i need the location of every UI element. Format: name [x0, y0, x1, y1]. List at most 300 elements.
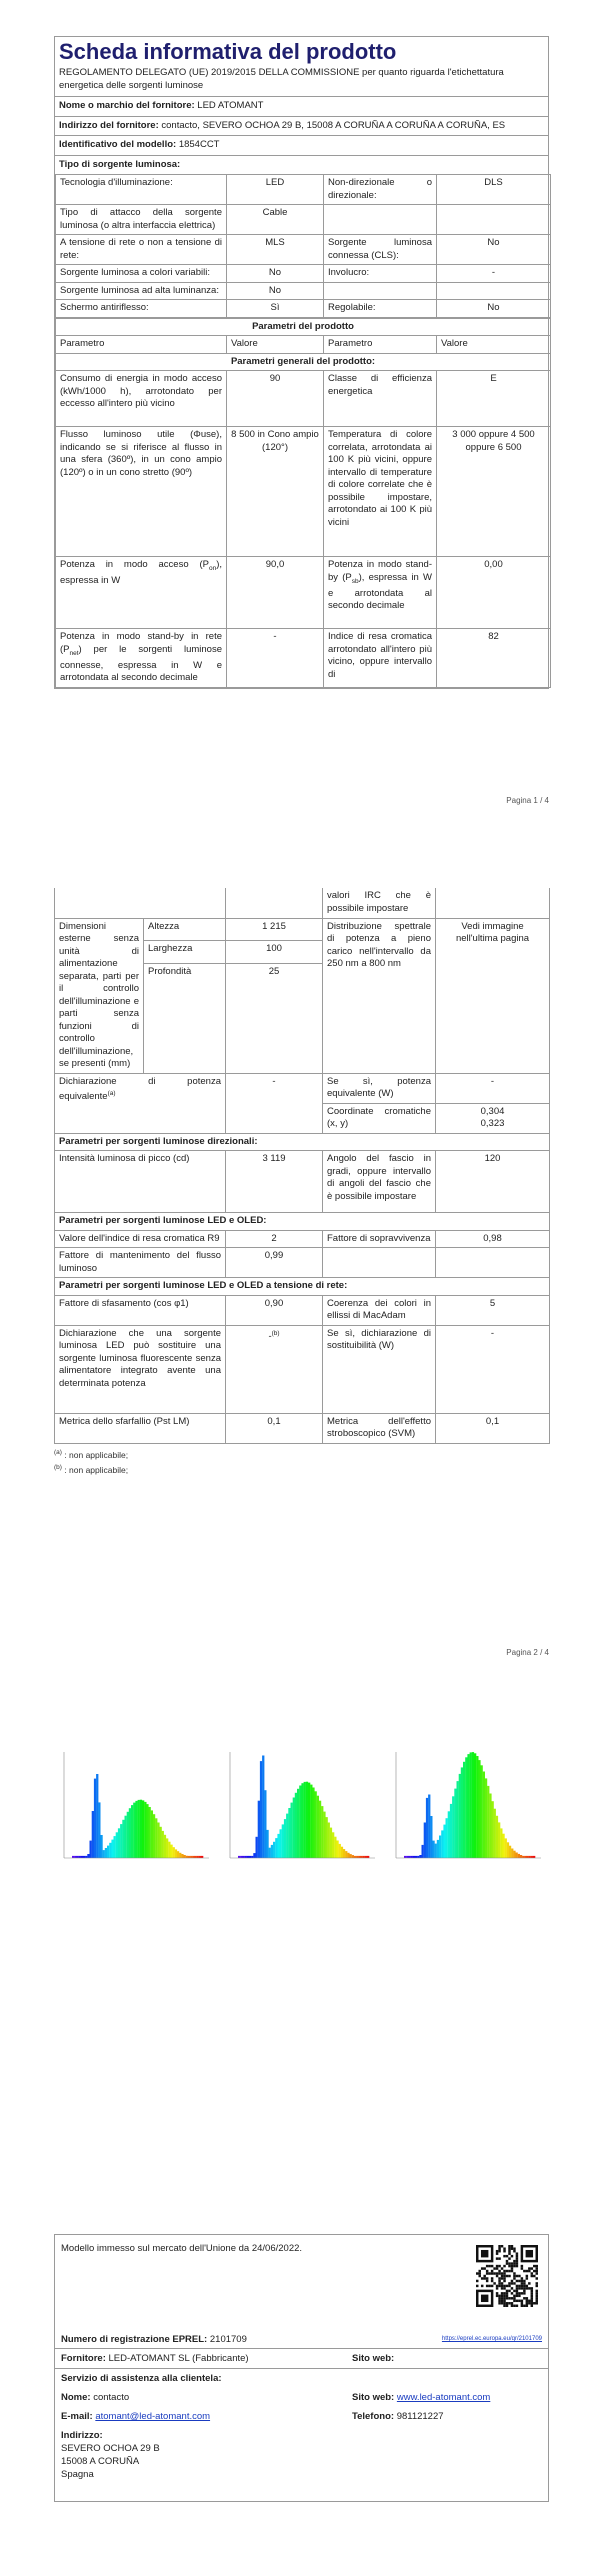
- qr-module: [501, 2272, 503, 2274]
- qr-module: [531, 2292, 533, 2294]
- qr-module: [511, 2262, 513, 2264]
- spectrum-bar: [498, 1822, 500, 1858]
- qr-module: [513, 2277, 515, 2279]
- spectrum-bar: [529, 1856, 531, 1858]
- replace-w-value: -: [436, 1325, 550, 1413]
- qr-module: [501, 2245, 503, 2247]
- spectrum-bar: [330, 1828, 332, 1858]
- spectrum-bar: [162, 1831, 164, 1858]
- general-label-2: Temperatura di colore correlata, arrotondata ai 100 K più vicini, oppure intervallo di temperature di colore correlate che è possibile impostare, arrotondato ai 100 K più vicini: [324, 427, 437, 557]
- spectrum-bar: [428, 1795, 430, 1859]
- qr-module: [498, 2302, 500, 2304]
- qr-module: [498, 2272, 500, 2274]
- qr-finder: [526, 2250, 533, 2257]
- spectrum-bar: [111, 1840, 113, 1858]
- spectrum-bar: [411, 1856, 413, 1858]
- type-value-2: DLS: [437, 175, 551, 205]
- spectrum-bar: [131, 1805, 133, 1858]
- qr-module: [478, 2272, 480, 2274]
- website-link[interactable]: www.led-atomant.com: [396, 2392, 491, 2403]
- spectrum-bar: [516, 1853, 518, 1859]
- qr-module: [501, 2295, 503, 2297]
- qr-module: [498, 2285, 500, 2287]
- type-label-2: Non-direzionale o direzionale:: [324, 175, 437, 205]
- beam-angle-value: 120: [436, 1151, 550, 1213]
- spectrum-bar: [358, 1856, 360, 1858]
- qr-module: [498, 2297, 500, 2299]
- beam-angle-label: Angolo del fascio in gradi, oppure intervallo di angoli del fascio che è possibile impostare: [323, 1151, 436, 1213]
- qr-module: [531, 2290, 533, 2292]
- general-value: 8 500 in Cono ampio (120°): [227, 427, 324, 557]
- type-row: [56, 265, 551, 283]
- qr-module: [523, 2270, 525, 2272]
- qr-module: [536, 2300, 538, 2302]
- general-value: 90,0: [227, 557, 324, 629]
- contact-address: Indirizzo: SEVERO OCHOA 29 B 15008 A CORUÑA Spagna: [61, 2430, 160, 2480]
- general-row: [56, 427, 551, 557]
- dim-value-height: 1 215: [226, 918, 323, 941]
- qr-module: [513, 2282, 515, 2284]
- spectrum-bar: [181, 1854, 183, 1858]
- qr-module: [501, 2302, 503, 2304]
- qr-module: [513, 2247, 515, 2249]
- qr-module: [516, 2290, 518, 2292]
- qr-module: [498, 2277, 500, 2279]
- spectrum-bar: [419, 1855, 421, 1858]
- spectrum-bar: [310, 1785, 312, 1858]
- dim-name-height: Altezza: [144, 918, 226, 941]
- spectrum-bar: [291, 1803, 293, 1858]
- spectrum-bar: [157, 1823, 159, 1859]
- general-value: 90: [227, 371, 324, 427]
- market-text: Modello immesso sul mercato dell'Unione da 24/06/2022.: [61, 2243, 303, 2254]
- qr-module: [536, 2270, 538, 2272]
- qr-module: [518, 2300, 520, 2302]
- spectrum-bar: [242, 1856, 244, 1858]
- spectrum-bar: [365, 1856, 367, 1858]
- qr-module: [511, 2265, 513, 2267]
- qr-module: [516, 2275, 518, 2277]
- col-param-2: Parametro: [324, 336, 437, 354]
- spectrum-bar: [339, 1844, 341, 1858]
- spectrum-bar: [472, 1752, 474, 1858]
- page-number-2: Pagina 2 / 4: [506, 1648, 549, 1657]
- spectrum-bar: [347, 1853, 349, 1858]
- type-value-2: [437, 205, 551, 235]
- qr-module: [476, 2285, 478, 2287]
- spectrum-bar: [135, 1801, 137, 1858]
- qr-module: [496, 2292, 498, 2294]
- type-value: MLS: [227, 235, 324, 265]
- type-value-2: No: [437, 235, 551, 265]
- qr-module: [506, 2295, 508, 2297]
- qr-module: [511, 2282, 513, 2284]
- qr-module: [521, 2277, 523, 2279]
- spectrum-bar: [457, 1781, 459, 1858]
- type-row: [56, 175, 551, 205]
- chroma-label: Coordinate cromatiche (x, y): [323, 1103, 436, 1133]
- spectrum-bar: [173, 1847, 175, 1858]
- general-label: Potenza in modo stand-by in rete $(P_{net})$ per le sorgenti luminose connesse, espressa in W e arrotondata al secondo decimale: [56, 629, 227, 688]
- qr-module: [491, 2280, 493, 2282]
- qr-module: [521, 2302, 523, 2304]
- spectrum-6500k: [386, 1740, 548, 1880]
- qr-module: [481, 2267, 483, 2269]
- spectrum-bar: [83, 1856, 85, 1858]
- model-id-row: Identificativo del modello: 1854CCT: [55, 135, 548, 155]
- qr-module: [516, 2265, 518, 2267]
- qr-module: [513, 2260, 515, 2262]
- qr-module: [516, 2295, 518, 2297]
- qr-module: [503, 2265, 505, 2267]
- qr-module: [518, 2280, 520, 2282]
- spectrum-bar: [454, 1789, 456, 1858]
- qr-module: [516, 2300, 518, 2302]
- qr-module: [498, 2247, 500, 2249]
- qr-module: [506, 2255, 508, 2257]
- spectrum-bar: [122, 1820, 124, 1858]
- type-value-2: -: [437, 265, 551, 283]
- spectrum-bar: [341, 1847, 343, 1858]
- spectrum-bar: [367, 1856, 369, 1858]
- qr-module: [523, 2282, 525, 2284]
- spectrum-bar: [140, 1800, 142, 1858]
- qr-module: [533, 2275, 535, 2277]
- spectrum-bar: [422, 1845, 424, 1858]
- qr-module: [493, 2272, 495, 2274]
- spectrum-bar: [201, 1856, 203, 1858]
- qr-module: [536, 2277, 538, 2279]
- type-row: [56, 235, 551, 265]
- qr-module: [513, 2265, 515, 2267]
- spectrum-bar: [133, 1803, 135, 1858]
- qr-module: [511, 2287, 513, 2289]
- qr-module: [526, 2297, 528, 2299]
- qr-module: [518, 2285, 520, 2287]
- qr-module: [526, 2285, 528, 2287]
- qr-module: [503, 2300, 505, 2302]
- spectrum-bar: [168, 1842, 170, 1858]
- type-label-2: [324, 205, 437, 235]
- spectrum-bar: [297, 1789, 299, 1858]
- spectrum-bar: [304, 1782, 306, 1858]
- peak-intensity-label: Intensità luminosa di picco (cd): [55, 1151, 226, 1213]
- qr-module: [498, 2280, 500, 2282]
- qr-module: [516, 2285, 518, 2287]
- qr-module: [523, 2280, 525, 2282]
- spectrum-bar: [107, 1846, 109, 1858]
- page-number-1: Pagina 1 / 4: [506, 796, 549, 805]
- spectrum-bar: [524, 1856, 526, 1858]
- qr-module: [526, 2300, 528, 2302]
- qr-module: [511, 2297, 513, 2299]
- qr-module: [506, 2290, 508, 2292]
- qr-module: [536, 2290, 538, 2292]
- spectrum-bar: [144, 1802, 146, 1858]
- spectrum-bar: [328, 1823, 330, 1859]
- qr-module: [496, 2257, 498, 2259]
- spectrum-bar: [443, 1825, 445, 1858]
- qr-module: [511, 2280, 513, 2282]
- qr-module: [506, 2270, 508, 2272]
- col-value-2: Valore: [437, 336, 551, 354]
- qr-module: [511, 2270, 513, 2272]
- spectrum-bar: [90, 1841, 92, 1858]
- spectrum-bar: [284, 1819, 286, 1858]
- qr-module: [506, 2297, 508, 2299]
- qr-module: [528, 2267, 530, 2269]
- qr-module: [508, 2262, 510, 2264]
- replace-w-label: Se sì, dichiarazione di sostituibilità (W): [323, 1325, 436, 1413]
- general-value-2: 0,00: [437, 557, 551, 629]
- qr-module: [486, 2265, 488, 2267]
- spectrum-bar: [511, 1849, 513, 1859]
- chroma-values: 0,304 0,323: [436, 1103, 550, 1133]
- qr-module: [498, 2265, 500, 2267]
- type-value-2: [437, 282, 551, 300]
- spectrum-bar: [98, 1802, 100, 1858]
- peak-intensity-value: 3 119: [226, 1151, 323, 1213]
- spectrum-bar: [79, 1856, 81, 1858]
- qr-module: [486, 2285, 488, 2287]
- qr-module: [493, 2267, 495, 2269]
- qr-module: [501, 2285, 503, 2287]
- qr-module: [498, 2250, 500, 2252]
- mains-title: Parametri per sorgenti luminose LED e OLED a tensione di rete:: [55, 1278, 550, 1296]
- type-value-2: No: [437, 300, 551, 318]
- qr-module: [521, 2267, 523, 2269]
- type-label-2: [324, 282, 437, 300]
- qr-module: [531, 2297, 533, 2299]
- qr-module: [523, 2285, 525, 2287]
- maintenance-value: 0,99: [226, 1248, 323, 1278]
- type-label: A tensione di rete o non a tensione di rete:: [56, 235, 227, 265]
- qr-module: [506, 2292, 508, 2294]
- dim-name-depth: Profondità: [144, 963, 226, 1073]
- replace-label: Dichiarazione che una sorgente luminosa LED può sostituire una sorgente luminosa fluorescente senza alimentatore integrato avente una determinata potenza: [55, 1325, 226, 1413]
- spectrum-bar: [170, 1845, 172, 1858]
- spectrum-bar: [459, 1774, 461, 1858]
- spectrum-bar: [295, 1793, 297, 1858]
- qr-module: [503, 2275, 505, 2277]
- spectrum-bar: [238, 1856, 240, 1858]
- spectrum-bar: [470, 1752, 472, 1858]
- spectrum-bar: [435, 1844, 437, 1858]
- qr-module: [501, 2297, 503, 2299]
- footnote-b: $^{(b)}$ : non applicabile;: [54, 1464, 129, 1476]
- type-label-2: Regolabile:: [324, 300, 437, 318]
- qr-module: [536, 2295, 538, 2297]
- qr-module: [513, 2297, 515, 2299]
- spectrum-bar: [199, 1856, 201, 1858]
- spectrum-bar: [437, 1840, 439, 1858]
- spectrum-bar: [262, 1756, 264, 1859]
- qr-module: [503, 2297, 505, 2299]
- qr-module: [531, 2302, 533, 2304]
- qr-module: [536, 2282, 538, 2284]
- email-link[interactable]: atomant@led-atomant.com: [95, 2411, 211, 2422]
- general-row: [56, 629, 551, 688]
- spectrum-bar: [360, 1856, 362, 1858]
- spectrum-bar: [190, 1856, 192, 1858]
- qr-module: [503, 2277, 505, 2279]
- qr-module: [513, 2272, 515, 2274]
- survival-value: 0,98: [436, 1230, 550, 1248]
- qr-module: [488, 2265, 490, 2267]
- qr-module: [508, 2250, 510, 2252]
- spectrum-bar: [160, 1827, 162, 1858]
- qr-module: [528, 2282, 530, 2284]
- eprel-link[interactable]: https://eprel.ec.europa.eu/qr/2101709: [441, 2336, 542, 2342]
- type-row: [56, 282, 551, 300]
- qr-code-icon[interactable]: [476, 2245, 538, 2307]
- spectrum-bar: [151, 1810, 153, 1858]
- type-value: Sì: [227, 300, 324, 318]
- replace-value: -$^{(b)}$: [226, 1325, 323, 1413]
- type-label: Tipo di attacco della sorgente luminosa (o altra interfaccia elettrica): [56, 205, 227, 235]
- spectrum-bar: [426, 1798, 428, 1858]
- equiv-label: Dichiarazione di potenza equivalente$^{(a)}$: [55, 1073, 226, 1133]
- spectrum-bar: [461, 1767, 463, 1858]
- qr-module: [526, 2305, 528, 2307]
- spectrum-bar: [142, 1800, 144, 1858]
- qr-module: [513, 2250, 515, 2252]
- spectrum-bar: [483, 1772, 485, 1859]
- qr-module: [518, 2292, 520, 2294]
- spectrum-bar: [439, 1836, 441, 1859]
- qr-module: [511, 2292, 513, 2294]
- dim-value-depth: 25: [226, 963, 323, 1073]
- qr-module: [511, 2247, 513, 2249]
- qr-module: [503, 2285, 505, 2287]
- qr-module: [523, 2297, 525, 2299]
- contact-name: Nome: contacto: [61, 2392, 130, 2403]
- spectrum-bar: [315, 1791, 317, 1858]
- spectrum-bar: [103, 1850, 105, 1858]
- spectrum-bar: [509, 1846, 511, 1858]
- spectrum-bar: [72, 1856, 74, 1858]
- spectrum-bar: [240, 1856, 242, 1858]
- qr-module: [516, 2262, 518, 2264]
- qr-module: [508, 2247, 510, 2249]
- qr-module: [513, 2295, 515, 2297]
- spectrum-bar: [87, 1854, 89, 1858]
- qr-module: [498, 2270, 500, 2272]
- spectrum-bar: [264, 1790, 266, 1858]
- col-value-1: Valore: [227, 336, 324, 354]
- qr-module: [483, 2267, 485, 2269]
- col-param-1: Parametro: [56, 336, 227, 354]
- equiv-value: -: [226, 1073, 323, 1133]
- qr-module: [503, 2302, 505, 2304]
- qr-module: [491, 2270, 493, 2272]
- strobo-label: Metrica dell'effetto stroboscopico (SVM): [323, 1413, 436, 1443]
- maintenance-label: Fattore di mantenimento del flusso luminoso: [55, 1248, 226, 1278]
- qr-module: [511, 2245, 513, 2247]
- spectrum-bar: [288, 1808, 290, 1858]
- spectrum-bar: [452, 1796, 454, 1858]
- spectrum-bar: [334, 1837, 336, 1858]
- regulation-text: REGOLAMENTO DELEGATO (UE) 2019/2015 DELLA COMMISSIONE per quanto riguarda l'etichettatura energetica delle sorgenti luminose: [59, 67, 504, 91]
- general-row: [56, 371, 551, 427]
- spectrum-bar: [166, 1838, 168, 1858]
- qr-module: [503, 2255, 505, 2257]
- macadam-label: Coerenza dei colori in ellissi di MacAdam: [323, 1295, 436, 1325]
- qr-module: [513, 2290, 515, 2292]
- type-label: Sorgente luminosa ad alta luminanza:: [56, 282, 227, 300]
- general-value-2: E: [437, 371, 551, 427]
- spectrum-bar: [306, 1782, 308, 1858]
- qr-module: [506, 2285, 508, 2287]
- qr-module: [506, 2305, 508, 2307]
- spectrum-bar: [258, 1801, 260, 1858]
- qr-module: [506, 2262, 508, 2264]
- qr-module: [483, 2277, 485, 2279]
- spectrum-bar: [301, 1783, 303, 1858]
- spectrum-bar: [146, 1804, 148, 1858]
- spectrum-bar: [116, 1832, 118, 1858]
- spectrum-bar: [312, 1788, 314, 1859]
- qr-module: [498, 2295, 500, 2297]
- qr-module: [496, 2267, 498, 2269]
- type-label: Sorgente luminosa a colori variabili:: [56, 265, 227, 283]
- r9-label: Valore dell'indice di resa cromatica R9: [55, 1230, 226, 1248]
- spectrum-bar: [494, 1809, 496, 1858]
- qr-module: [486, 2280, 488, 2282]
- qr-module: [531, 2275, 533, 2277]
- type-label-2: Involucro:: [324, 265, 437, 283]
- spectrum-bar: [164, 1835, 166, 1858]
- qr-module: [486, 2272, 488, 2274]
- spectrum-bar: [450, 1804, 452, 1858]
- spectrum-bar: [96, 1774, 98, 1858]
- qr-module: [491, 2272, 493, 2274]
- general-label-2: Classe di efficienza energetica: [324, 371, 437, 427]
- spectrum-bar: [336, 1841, 338, 1859]
- spectrum-bar: [100, 1835, 102, 1858]
- qr-module: [521, 2285, 523, 2287]
- qr-module: [518, 2287, 520, 2289]
- qr-finder: [481, 2295, 488, 2302]
- spectrum-bar: [282, 1824, 284, 1858]
- qr-module: [476, 2272, 478, 2274]
- spectrum-bar: [432, 1841, 434, 1858]
- supplier-name-row: Nome o marchio del fornitore: LED ATOMANT: [55, 96, 548, 116]
- qr-module: [488, 2272, 490, 2274]
- spectrum-bar: [253, 1853, 255, 1858]
- qr-module: [501, 2300, 503, 2302]
- qr-module: [533, 2265, 535, 2267]
- qr-module: [501, 2292, 503, 2294]
- qr-module: [523, 2287, 525, 2289]
- qr-module: [508, 2285, 510, 2287]
- spectrum-bar: [507, 1842, 509, 1858]
- macadam-value: 5: [436, 1295, 550, 1325]
- spectrum-bar: [446, 1818, 448, 1858]
- qr-module: [521, 2292, 523, 2294]
- spectrum-bar: [526, 1856, 528, 1858]
- qr-module: [503, 2292, 505, 2294]
- qr-module: [536, 2292, 538, 2294]
- qr-module: [508, 2265, 510, 2267]
- spectrum-bar: [177, 1851, 179, 1858]
- spectrum-bar: [273, 1842, 275, 1858]
- qr-module: [496, 2252, 498, 2254]
- product-params-table: [55, 318, 551, 688]
- spectrum-bar: [502, 1834, 504, 1858]
- qr-module: [513, 2262, 515, 2264]
- qr-module: [536, 2267, 538, 2269]
